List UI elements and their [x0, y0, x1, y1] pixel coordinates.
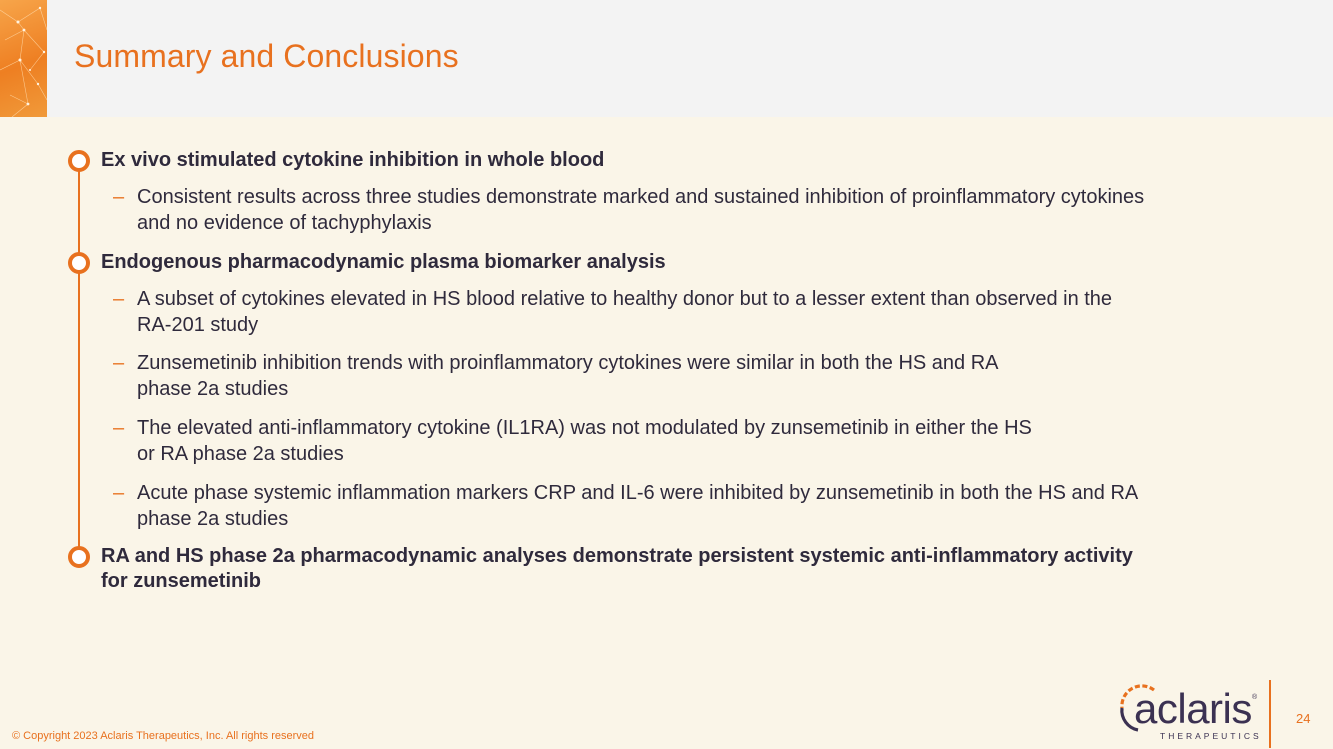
bullet-text: The elevated anti-inflammatory cytokine (IL1RA) was not modulated by zunsemetinib in either the HS or RA phase 2a studies: [137, 417, 1032, 465]
aclaris-logo: [1118, 680, 1262, 744]
footer-divider: [1269, 680, 1271, 748]
dash-icon: –: [113, 352, 125, 374]
timeline-line: [78, 168, 80, 556]
copyright-text: © Copyright 2023 Aclaris Therapeutics, Inc. All rights reserved: [12, 730, 314, 742]
dash-icon: –: [113, 186, 125, 208]
header-bar: [0, 0, 1333, 117]
logo-subtitle: THERAPEUTICS: [1160, 731, 1262, 741]
bullet-text: Acute phase systemic inflammation markers CRP and IL-6 were inhibited by zunsemetinib in both the HS and RA phase 2a studies: [137, 482, 1139, 530]
page-number: 24: [1296, 711, 1311, 726]
timeline-node: [68, 150, 90, 172]
dash-icon: –: [113, 482, 125, 504]
logo-wordmark: aclaris: [1134, 685, 1252, 732]
registered-mark: ®: [1252, 694, 1258, 701]
section-heading: Ex vivo stimulated cytokine inhibition in whole blood: [101, 149, 605, 171]
dash-icon: –: [113, 417, 125, 439]
page-title: Summary and Conclusions: [74, 38, 459, 74]
section-heading: RA and HS phase 2a pharmacodynamic analyses demonstrate persistent systemic anti-inflammatory activity for zunsemetinib: [101, 545, 1133, 592]
timeline-node: [68, 252, 90, 274]
section-heading: Endogenous pharmacodynamic plasma biomarker analysis: [101, 251, 666, 273]
bullet-text: Consistent results across three studies demonstrate marked and sustained inhibition of proinflammatory cytokines and no evidence of tachyphylaxis: [137, 186, 1145, 234]
bullet-text: Zunsemetinib inhibition trends with proinflammatory cytokines were similar in both the HS and RA phase 2a studies: [137, 352, 999, 400]
dash-icon: –: [113, 288, 125, 310]
bullet-text: A subset of cytokines elevated in HS blood relative to healthy donor but to a lesser extent than observed in the RA-201 study: [137, 288, 1113, 336]
network-pattern-image: [0, 0, 47, 117]
timeline-node: [68, 546, 90, 568]
